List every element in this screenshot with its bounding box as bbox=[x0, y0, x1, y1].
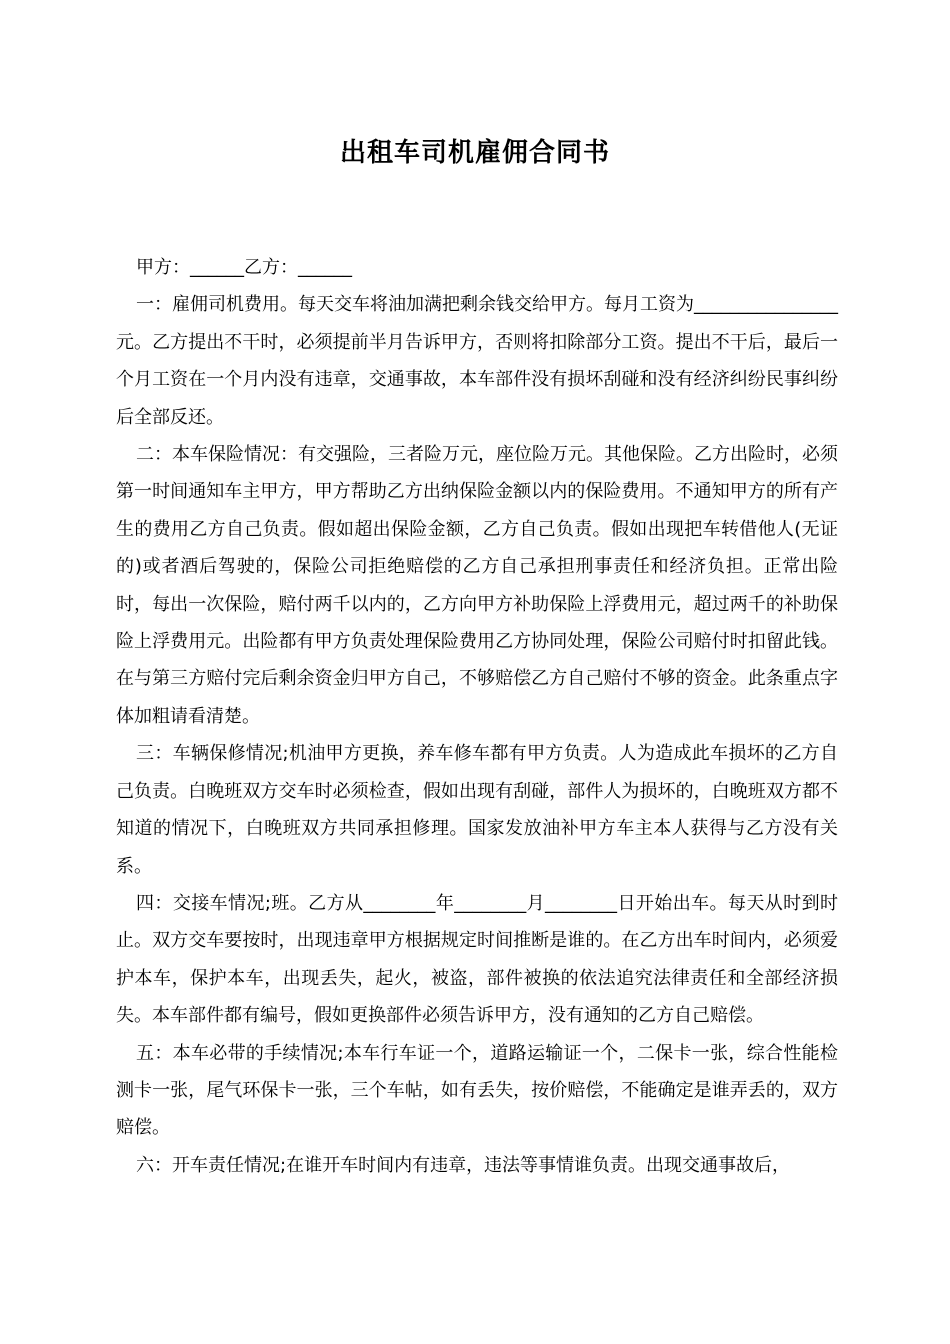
document-body bbox=[116, 249, 838, 1184]
clause-4-handover: 四：交接车情况;班。乙方从________年________月________日开始出车。每天从时到时止。双方交车要按时，出现违章甲方根据规定时间推断是谁的。在乙方出车时间内，必须爱护本车，保护本车，出现丢失，起火，被盗，部件被换的依法追究法律责任和全部经济损失。本车部件都有编号，假如更换部件必须告诉甲方，没有通知的乙方自己赔偿。 bbox=[116, 892, 838, 1027]
clause-2-insurance: 二：本车保险情况：有交强险，三者险万元，座位险万元。其他保险。乙方出险时，必须第一时间通知车主甲方，甲方帮助乙方出纳保险金额以内的保险费用。不通知甲方的所有产生的费用乙方自己负责。假如超出保险金额，乙方自己负责。假如出现把车转借他人(无证的)或者酒后驾驶的，保险公司拒绝赔偿的乙方自己承担刑事责任和经济负担。正常出险时，每出一次保险，赔付两千以内的，乙方向甲方补助保险上浮费用元，超过两千的补助保险上浮费用元。出险都有甲方负责处理保险费用乙方协同处理，保险公司赔付时扣留此钱。在与第三方赔付完后剩余资金归甲方自己，不够赔偿乙方自己赔付不够的资金。此条重点字体加粗请看清楚。 bbox=[116, 444, 838, 727]
document-title: 出租车司机雇佣合同书 bbox=[339, 138, 610, 168]
clause-6-responsibility: 六：开车责任情况;在谁开车时间内有违章，违法等事情谁负责。出现交通事故后， bbox=[136, 1154, 791, 1176]
clause-1-salary: 一：雇佣司机费用。每天交车将油加满把剩余钱交给甲方。每月工资为________________元。乙方提出不干时，必须提前半月告诉甲方，否则将扣除部分工资。提出不干后，最后一个月工资在一个月内没有违章，交通事故，本车部件没有损坏刮碰和没有经济纠纷民事纠纷后全部反还。 bbox=[116, 294, 838, 428]
parties-line: 甲方：______乙方：______ bbox=[136, 257, 352, 278]
clause-5-documents: 五：本车必带的手续情况;本车行车证一个，道路运输证一个，二保卡一张，综合性能检测卡一张，尾气环保卡一张，三个车帖，如有丢失，按价赔偿，不能确定是谁弄丢的，双方赔偿。 bbox=[116, 1042, 838, 1139]
clause-3-maintenance: 三：车辆保修情况;机油甲方更换，养车修车都有甲方负责。人为造成此车损坏的乙方自己负责。白晚班双方交车时必须检查，假如出现有刮碰，部件人为损坏的，白晚班双方都不知道的情况下，白晚班双方共同承担修理。国家发放油补甲方车主本人获得与乙方没有关系。 bbox=[116, 743, 838, 877]
